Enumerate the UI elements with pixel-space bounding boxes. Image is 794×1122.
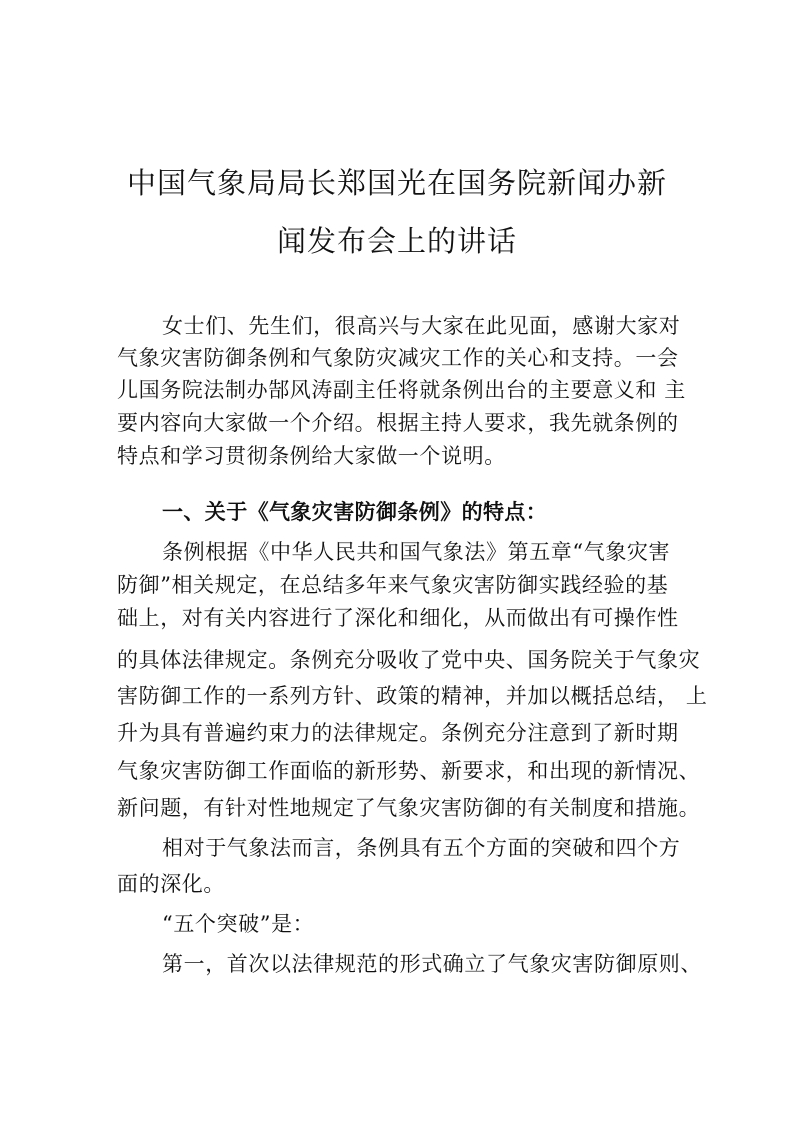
- document-title-line-2: 闻发布会上的讲话: [276, 224, 517, 258]
- paragraph-line: 儿国务院法制办郜风涛副主任将就条例出台的主要意义和 主: [117, 378, 686, 402]
- paragraph-line: 害防御工作的一系列方针、政策的精神，并加以概括总结， 上: [117, 684, 708, 708]
- document-title-line-1: 中国气象局局长郑国光在国务院新闻办新: [126, 166, 667, 200]
- paragraph-line: 新问题，有针对性地规定了气象灾害防御的有关制度和措施。: [117, 796, 701, 820]
- paragraph-line: 特点和学习贯彻条例给大家做一个说明。: [117, 444, 506, 468]
- paragraph-line: 要内容向大家做一个介绍。根据主持人要求，我先就条例的: [117, 411, 679, 435]
- paragraph-line: 升为具有普遍约束力的法律规定。条例充分注意到了新时期: [117, 721, 679, 745]
- paragraph-line: 女士们、先生们，很高兴与大家在此见面，感谢大家对: [162, 314, 681, 338]
- paragraph-line: 相对于气象法而言，条例具有五个方面的突破和四个方: [162, 836, 681, 860]
- paragraph-line: 础上，对有关内容进行了深化和细化，从而做出有可操作性: [117, 606, 679, 630]
- paragraph-line: 条例根据《中华人民共和国气象法》第五章“气象灾害: [162, 540, 671, 564]
- paragraph-line: 面的深化。: [117, 872, 225, 896]
- paragraph-line: 气象灾害防御条例和气象防灾减灾工作的关心和支持。一会: [117, 346, 679, 370]
- paragraph-line: “五个突破”是：: [162, 912, 315, 936]
- paragraph-line: 的具体法律规定。条例充分吸收了党中央、国务院关于气象灾: [117, 648, 701, 672]
- section-heading: 一、关于《气象灾害防御条例》的特点：: [162, 499, 548, 524]
- paragraph-line: 第一，首次以法律规范的形式确立了气象灾害防御原则、: [162, 952, 702, 976]
- paragraph-line: 气象灾害防御工作面临的新形势、新要求，和出现的新情况、: [117, 759, 701, 783]
- paragraph-line: 防御”相关规定，在总结多年来气象灾害防御实践经验的基: [117, 573, 669, 597]
